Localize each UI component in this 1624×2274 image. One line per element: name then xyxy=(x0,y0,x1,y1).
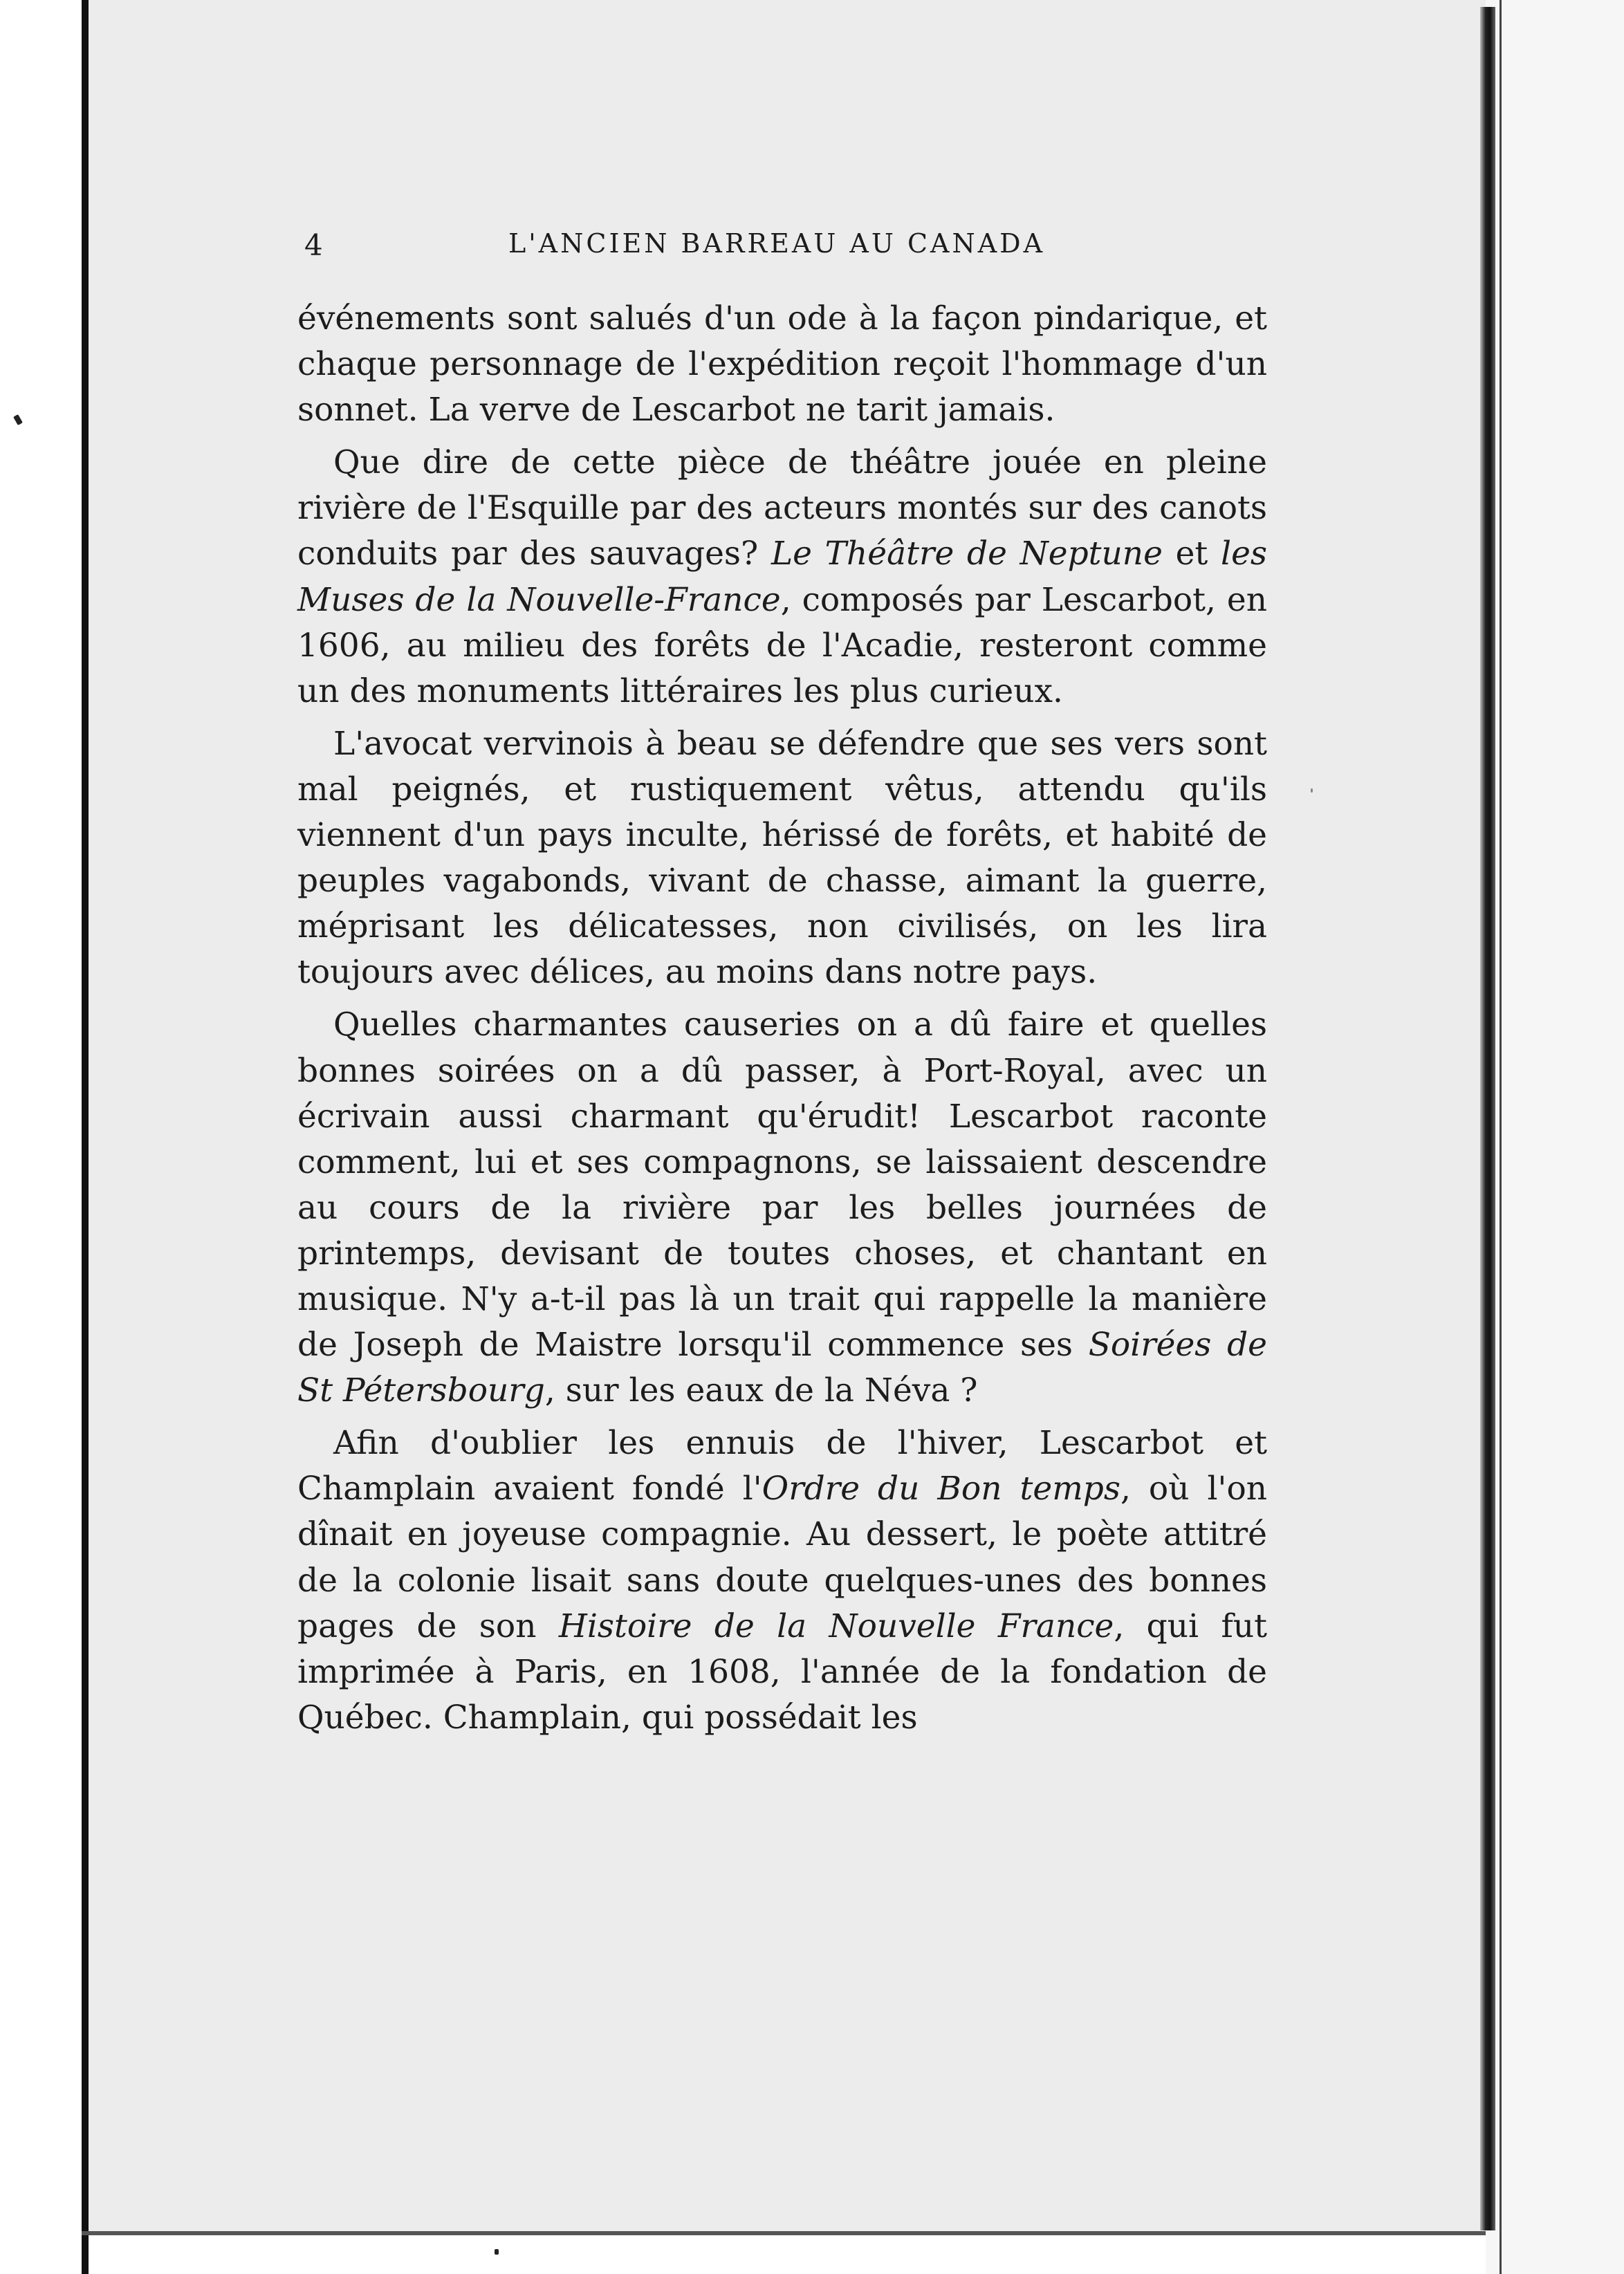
italic-title: Ordre du Bon temps xyxy=(762,1470,1120,1508)
italic-title: les Muses de la Nouvelle-France xyxy=(297,535,1268,619)
binding-shadow xyxy=(1480,7,1495,2230)
italic-title: Le Théâtre de Neptune xyxy=(771,535,1163,573)
scan-left-edge xyxy=(82,0,89,2274)
italic-title: Soirées de St Pétersbourg xyxy=(297,1326,1268,1410)
text-run: L'avocat vervinois à beau se défendre que ses vers sont mal peignés, et rustiquement vêtus, attendu qu'ils viennent d'un pays inculte, hérissé de forêts, et habité de peuples vagabonds, vivant de chasse, aimant la guerre, méprisant les délicatesses, non civilisés, on les lira toujours avec délices, au moins dans notre pays. xyxy=(297,724,1267,992)
right-leaf xyxy=(1486,0,1624,2274)
text-run: , où l'on dînait en joyeuse compagnie. Au dessert, le poète attitré de la colonie lisait sans doute quelques-unes des bonnes pages de son xyxy=(297,1470,1268,1645)
page-number: 4 xyxy=(304,228,326,262)
paragraph xyxy=(297,440,1267,714)
scan-speck xyxy=(13,414,23,425)
text-run: Que dire de cette pièce de théâtre jouée en pleine rivière de l'Esquille par des acteurs montés sur des canots conduits par des sauvages? xyxy=(297,443,1267,573)
page-bottom-edge xyxy=(82,2231,1486,2235)
text-run: Afin d'oublier les ennuis de l'hiver, Lescarbot et Champlain avaient fondé l' xyxy=(297,1424,1267,1508)
text-run: , qui fut imprimée à Paris, en 1608, l'année de la fondation de Québec. Champlain, qui possédait les xyxy=(297,1607,1268,1737)
paragraph xyxy=(297,1002,1267,1414)
scan-speck xyxy=(1311,788,1313,793)
text-run: Quelles charmantes causeries on a dû faire et quelles bonnes soirées on a dû passer, à Port-Royal, avec un écrivain aussi charmant qu'érudit! Lescarbot raconte comment, lui et ses compagnons, se laissaient descendre au cours de la rivière par les belles journées de printemps, devisant de toutes choses, et chantant en musique. N'y a-t-il pas là un trait qui rappelle la manière de Joseph de Maistre lorsqu'il commence ses xyxy=(297,1006,1267,1365)
text-run: , sur les eaux de la Néva ? xyxy=(544,1371,978,1410)
text-run: et xyxy=(1162,535,1221,573)
paragraph xyxy=(297,296,1267,433)
paragraph xyxy=(297,721,1267,996)
running-head-title: L'ANCIEN BARREAU AU CANADA xyxy=(508,228,1046,259)
text-run: , composés par Lescarbot, en 1606, au milieu des forêts de l'Acadie, resteront comme un des monuments littéraires les plus curieux. xyxy=(297,580,1268,710)
running-header xyxy=(304,228,1266,270)
body-text xyxy=(297,296,1267,1748)
scan-speck xyxy=(495,2249,499,2255)
text-run: événements sont salués d'un ode à la façon pindarique, et chaque personnage de l'expédition reçoit l'hommage d'un sonnet. La verve de Lescarbot ne tarit jamais. xyxy=(297,299,1267,429)
leaf-edge-line xyxy=(1500,0,1502,2274)
italic-title: Histoire de la Nouvelle France xyxy=(558,1607,1114,1645)
paragraph xyxy=(297,1421,1267,1741)
